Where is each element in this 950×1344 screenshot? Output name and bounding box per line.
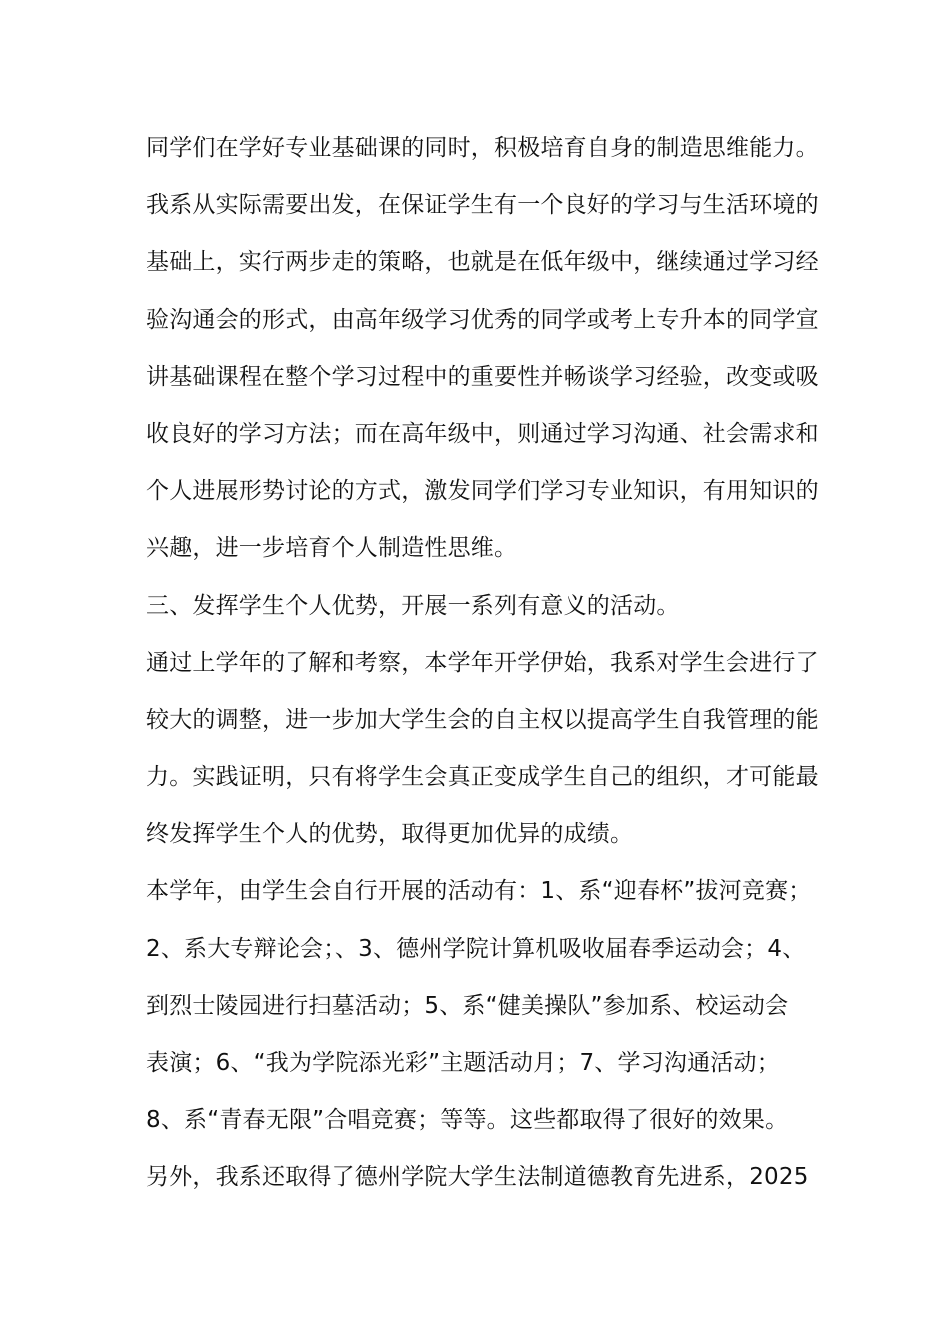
text-line: 收良好的学习方法；而在高年级中，则通过学习沟通、社会需求和	[146, 420, 819, 447]
text-line: 验沟通会的形式，由高年级学习优秀的同学或考上专升本的同学宣	[146, 306, 819, 333]
text-line: 我系从实际需要出发，在保证学生有一个良好的学习与生活环境的	[146, 192, 819, 219]
text-line: 力。实践证明，只有将学生会真正变成学生自己的组织，才可能最	[146, 764, 819, 791]
text-line: 兴趣，进一步培育个人制造性思维。	[146, 535, 518, 562]
text-line: 8、系“青春无限”合唱竞赛；等等。这些都取得了很好的效果。	[146, 1107, 789, 1134]
text-line: 2、系大专辩论会；、3、德州学院计算机吸收届春季运动会；4、	[146, 935, 806, 962]
text-line: 个人进展形势讨论的方式，激发同学们学习专业知识，有用知识的	[146, 478, 819, 505]
text-line: 终发挥学生个人的优势，取得更加优异的成绩。	[146, 821, 634, 848]
text-line: 通过上学年的了解和考察，本学年开学伊始，我系对学生会进行了	[146, 649, 819, 676]
body-text	[146, 128, 826, 1215]
text-line: 同学们在学好专业基础课的同时，积极培育自身的制造思维能力。	[146, 135, 819, 161]
text-line: 基础上，实行两步走的策略，也就是在低年级中，继续通过学习经	[146, 249, 819, 276]
section-heading: 三、发挥学生个人优势，开展一系列有意义的活动。	[146, 592, 680, 619]
text-line: 讲基础课程在整个学习过程中的重要性并畅谈学习经验，改变或吸	[146, 363, 819, 390]
text-line: 较大的调整，进一步加大学生会的自主权以提高学生自我管理的能	[146, 706, 819, 733]
text-line: 表演；6、“我为学院添光彩”主题活动月；7、学习沟通活动；	[146, 1050, 780, 1076]
text-line: 到烈士陵园进行扫墓活动；5、系“健美操队”参加系、校运动会	[146, 992, 789, 1019]
text-line: 另外，我系还取得了德州学院大学生法制道德教育先进系，2025	[146, 1164, 809, 1191]
text-line: 本学年，由学生会自行开展的活动有：1、系“迎春杯”拔河竞赛；	[146, 878, 812, 905]
